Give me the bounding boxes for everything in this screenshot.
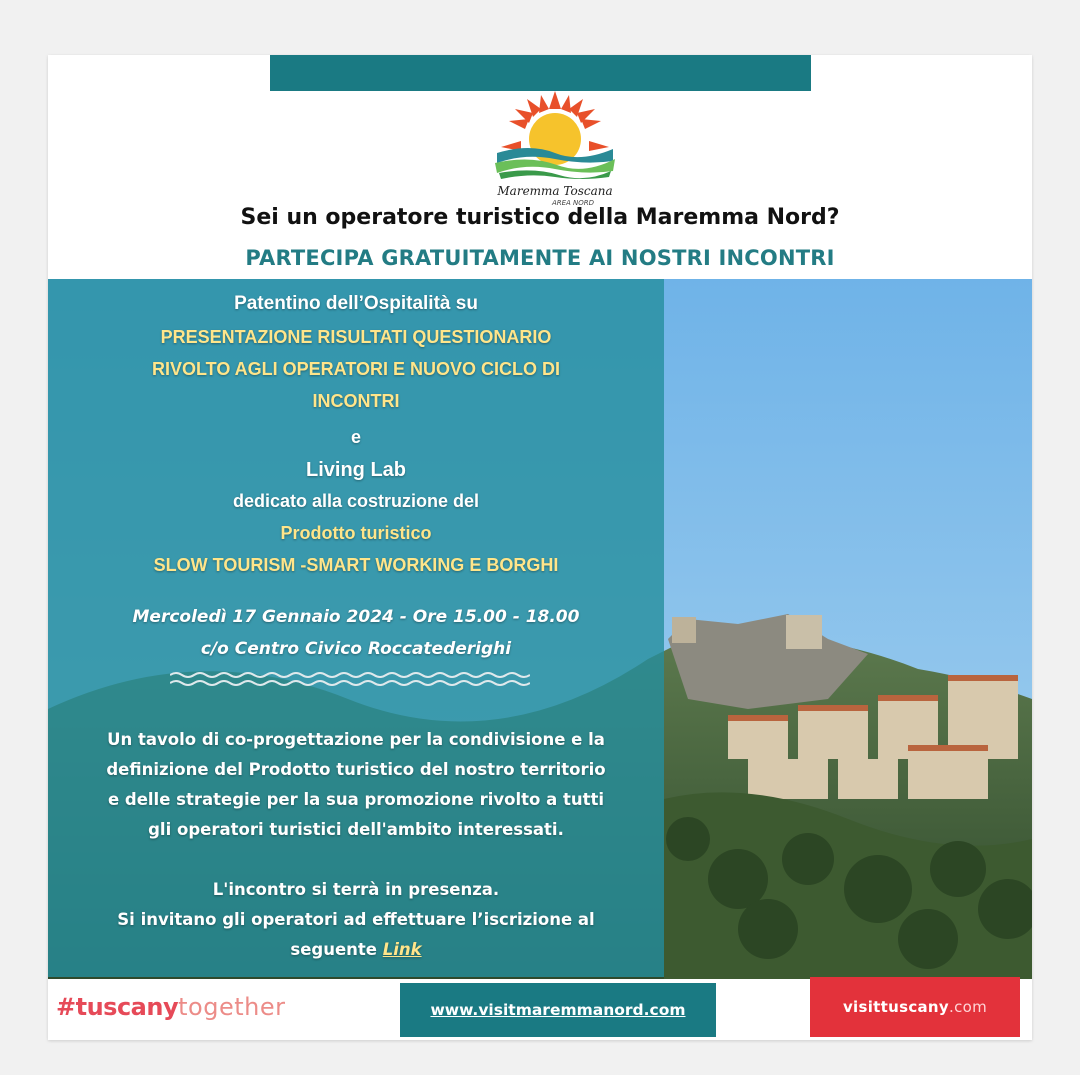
note-in-person: L'incontro si terrà in presenza. — [212, 880, 500, 899]
panel-product: Prodotto turistico — [280, 523, 432, 543]
website-link[interactable]: www.visitmaremmanord.com — [430, 1001, 686, 1019]
svg-text:AREA NORD: AREA NORD — [551, 199, 595, 207]
note-link-prefix: seguente — [290, 940, 383, 959]
panel-product-theme: SLOW TOURISM -SMART WORKING E BORGHI — [153, 555, 559, 575]
hashtag-main: #tuscany — [56, 993, 179, 1021]
wavy-divider — [170, 667, 530, 693]
panel-intro: Patentino dell’Ospitalità su — [234, 293, 478, 314]
panel-conjunction: e — [350, 427, 361, 447]
event-info-panel — [48, 279, 664, 977]
panel-topic-line-2: RIVOLTO AGLI OPERATORI E NUOVO CICLO DI — [151, 359, 561, 379]
website-link-box[interactable] — [400, 983, 716, 1037]
visittuscany-dot: .com — [949, 998, 988, 1016]
headline-cta: PARTECIPA GRATUITAMENTE AI NOSTRI INCONTRI — [245, 246, 835, 270]
visittuscany-main: visittuscany — [842, 998, 949, 1016]
event-venue: c/o Centro Civico Roccatederighi — [200, 639, 512, 659]
visittuscany-logo — [810, 977, 1020, 1037]
svg-text:Maremma Toscana: Maremma Toscana — [497, 184, 613, 198]
panel-living-lab: Living Lab — [306, 459, 406, 481]
maremma-toscana-logo — [485, 91, 625, 209]
description-line-1: Un tavolo di co-progettazione per la condivisione e la — [107, 730, 605, 749]
description-line-3: e delle strategie per la sua promozione rivolto a tutti — [107, 790, 605, 809]
panel-topic-line-3: INCONTRI — [312, 391, 400, 411]
registration-link[interactable]: Link — [382, 940, 422, 959]
description-line-4: gli operatori turistici dell'ambito interessati. — [148, 820, 564, 839]
hashtag-tuscanytogether — [56, 993, 285, 1021]
note-registration: Si invitano gli operatori ad effettuare l’iscrizione al — [117, 910, 595, 929]
hashtag-rest: together — [178, 993, 286, 1021]
description-line-2: definizione del Prodotto turistico del nostro territorio — [106, 760, 606, 779]
flyer — [48, 55, 1032, 1040]
headline-question: Sei un operatore turistico della Maremma Nord? — [240, 205, 840, 230]
panel-topic-line-1: PRESENTAZIONE RISULTATI QUESTIONARIO — [160, 327, 552, 347]
panel-dedicated: dedicato alla costruzione del — [232, 491, 480, 511]
event-date: Mercoledì 17 Gennaio 2024 - Ore 15.00 - 18.00 — [132, 607, 580, 627]
note-link-line — [48, 935, 664, 965]
top-banner-bar — [270, 55, 811, 91]
